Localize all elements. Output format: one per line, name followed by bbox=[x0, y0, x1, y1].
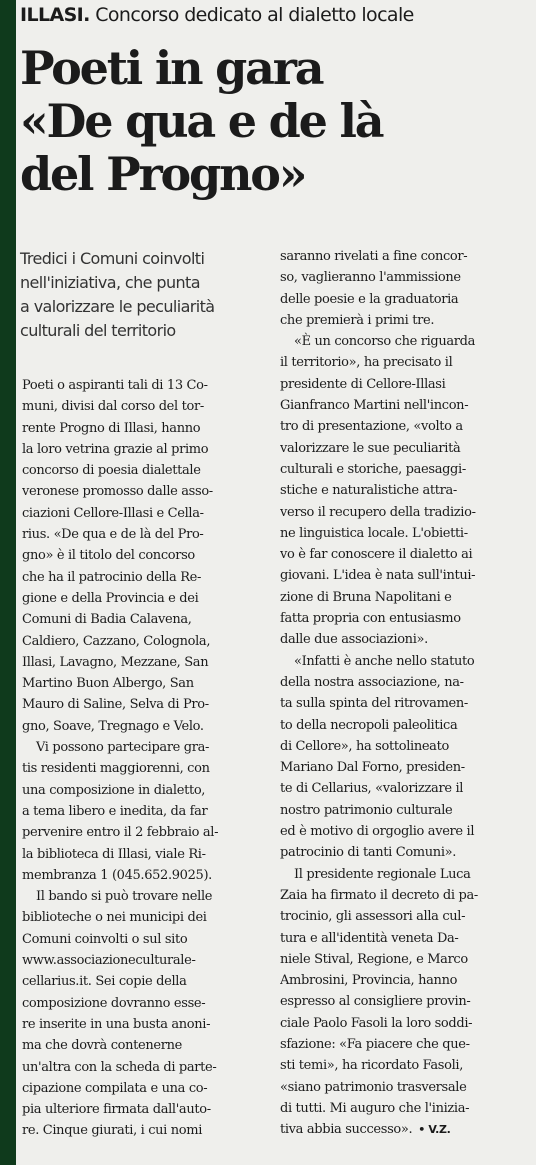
article-line bbox=[22, 588, 268, 609]
article-line bbox=[22, 503, 268, 524]
article-line-text: Gianfranco Martini nell'incon- bbox=[280, 398, 469, 414]
article-line-text: culturali e storiche, paesaggi- bbox=[280, 461, 466, 477]
article-line bbox=[280, 736, 530, 757]
article-line bbox=[22, 758, 268, 779]
article-line bbox=[280, 502, 530, 523]
article-line bbox=[280, 331, 530, 352]
article-line-text: giovani. L'idea è nata sull'intui- bbox=[280, 568, 476, 584]
article-line-text: Poeti o aspiranti tali di 13 Co- bbox=[22, 378, 208, 393]
article-line-text: «Infatti è anche nello statuto bbox=[294, 653, 475, 669]
article-line-text: cellarius.it. Sei copie della bbox=[22, 974, 187, 990]
article-line bbox=[22, 631, 268, 652]
article-line-text: Caldiero, Cazzano, Colognola, bbox=[22, 633, 211, 649]
article-line-text: ta sulla spinta del ritrovamen- bbox=[280, 696, 468, 712]
article-line bbox=[280, 757, 530, 778]
article-line bbox=[22, 822, 268, 843]
article-line bbox=[280, 310, 530, 331]
headline bbox=[20, 42, 532, 201]
article-line-text: «È un concorso che riguarda bbox=[294, 334, 476, 350]
article-line bbox=[280, 651, 530, 672]
article-line bbox=[280, 928, 530, 949]
article-line-text: gno, Soave, Tregnago e Velo. bbox=[22, 718, 204, 734]
article-line-text: presidente di Cellore-Illasi bbox=[280, 376, 446, 392]
article-line bbox=[22, 844, 268, 865]
article-line-text: Il bando si può trovare nelle bbox=[36, 889, 213, 905]
article-line bbox=[280, 864, 530, 885]
article-line bbox=[280, 1098, 530, 1119]
article-line bbox=[22, 971, 268, 992]
article-line-text: dalle due associazioni». bbox=[280, 632, 428, 648]
article-line-text: niele Stival, Regione, e Marco bbox=[280, 951, 468, 967]
article-line bbox=[22, 1035, 268, 1056]
article-line-text: Illasi, Lavagno, Mezzane, San bbox=[22, 654, 209, 670]
article-line-text: membranza 1 (045.652.9025). bbox=[22, 867, 212, 883]
article-line-text: Comuni coinvolti o sul sito bbox=[22, 931, 188, 947]
article-line bbox=[280, 352, 530, 373]
article-line-text: espresso al consigliere provin- bbox=[280, 994, 471, 1010]
article-line bbox=[280, 438, 530, 459]
article-line bbox=[22, 993, 268, 1014]
headline-line: del Progno» bbox=[20, 147, 306, 201]
summary-line: Tredici i Comuni coinvolti bbox=[20, 249, 205, 268]
article-line bbox=[280, 800, 530, 821]
article-line-text: a tema libero e inedita, da far bbox=[22, 803, 208, 819]
newspaper-clipping bbox=[16, 0, 536, 1165]
article-line bbox=[22, 418, 268, 439]
article-line bbox=[22, 907, 268, 928]
article-line bbox=[22, 801, 268, 822]
article-line bbox=[280, 289, 530, 310]
summary-line: a valorizzare le peculiarità bbox=[20, 297, 215, 316]
article-line bbox=[22, 460, 268, 481]
article-line-text: trocinio, gli assessori alla cul- bbox=[280, 909, 466, 925]
headline-line: Poeti in gara bbox=[20, 41, 323, 95]
article-line-text: ed è motivo di orgoglio avere il bbox=[280, 824, 475, 840]
headline-line: «De qua e de là bbox=[20, 94, 383, 148]
article-column-left bbox=[22, 375, 268, 1142]
article-column-right bbox=[280, 246, 530, 1140]
article-line bbox=[280, 715, 530, 736]
article-line-text: to della necropoli paleolitica bbox=[280, 717, 458, 733]
article-line-text: fatta propria con entusiasmo bbox=[280, 611, 461, 627]
article-line-text: vo è far conoscere il dialetto ai bbox=[280, 547, 473, 563]
article-line-text: sti temi», ha ricordato Fasoli, bbox=[280, 1058, 463, 1074]
article-line bbox=[280, 587, 530, 608]
article-line-text: valorizzare le sue peculiarità bbox=[280, 440, 461, 456]
article-line-text: re. Cinque giurati, i cui nomi bbox=[22, 1123, 203, 1139]
article-line-text: della nostra associazione, na- bbox=[280, 674, 464, 690]
article-line-text: biblioteche o nei municipi dei bbox=[22, 910, 207, 926]
article-line-text: la loro vetrina grazie al primo bbox=[22, 441, 209, 457]
article-line-text: so, vaglieranno l'ammissione bbox=[280, 270, 461, 286]
article-line-text: ciazioni Cellore-Illasi e Cella- bbox=[22, 505, 204, 521]
summary-line: culturali del territorio bbox=[20, 321, 176, 340]
article-line-text: Zaia ha firmato il decreto di pa- bbox=[280, 887, 478, 903]
article-line-text: cipazione compilata e una co- bbox=[22, 1080, 208, 1096]
article-line-text: veronese promosso dalle asso- bbox=[22, 484, 213, 500]
kicker-text: Concorso dedicato al dialetto locale bbox=[95, 4, 414, 26]
article-line-text: sfazione: «Fa piacere che que- bbox=[280, 1036, 470, 1052]
article-line-text: che premierà i primi tre. bbox=[280, 312, 435, 328]
article-line bbox=[22, 1120, 268, 1141]
article-line bbox=[22, 929, 268, 950]
article-line bbox=[280, 991, 530, 1012]
article-line bbox=[22, 439, 268, 460]
article-line-text: rente Progno di Illasi, hanno bbox=[22, 420, 201, 436]
article-line bbox=[22, 524, 268, 545]
article-line bbox=[280, 523, 530, 544]
article-line-text: ne linguistica locale. L'obietti- bbox=[280, 525, 468, 541]
article-line-text: di Cellore», ha sottolineato bbox=[280, 738, 449, 754]
article-line bbox=[280, 970, 530, 991]
kicker bbox=[20, 4, 530, 26]
article-line-text: Il presidente regionale Luca bbox=[294, 866, 471, 882]
article-line bbox=[22, 652, 268, 673]
article-line-text: che ha il patrocinio della Re- bbox=[22, 569, 202, 585]
article-line-text: tiva abbia successo». bbox=[280, 1122, 413, 1138]
article-line bbox=[22, 865, 268, 886]
article-line bbox=[280, 1034, 530, 1055]
article-line-text: gione e della Provincia e dei bbox=[22, 590, 199, 606]
article-line bbox=[280, 693, 530, 714]
article-line bbox=[22, 716, 268, 737]
article-line bbox=[280, 374, 530, 395]
article-line-text: tis residenti maggiorenni, con bbox=[22, 761, 210, 777]
article-line-text: re inserite in una busta anoni- bbox=[22, 1016, 211, 1032]
article-line-text: di tutti. Mi auguro che l'inizia- bbox=[280, 1100, 470, 1116]
article-line bbox=[22, 694, 268, 715]
article-line bbox=[280, 480, 530, 501]
article-line bbox=[280, 608, 530, 629]
article-line bbox=[22, 1099, 268, 1120]
article-line bbox=[22, 673, 268, 694]
article-line-text: un'altra con la scheda di parte- bbox=[22, 1059, 217, 1075]
article-line-text: il territorio», ha precisato il bbox=[280, 355, 453, 371]
article-line-text: tro di presentazione, «volto a bbox=[280, 419, 463, 435]
article-line bbox=[280, 672, 530, 693]
article-line bbox=[280, 949, 530, 970]
article-line-text: composizione dovranno esse- bbox=[22, 995, 206, 1011]
article-line bbox=[22, 375, 268, 396]
article-line-text: saranno rivelati a fine concor- bbox=[280, 249, 468, 264]
summary-line: nell'iniziativa, che punta bbox=[20, 273, 200, 292]
article-line-text: zione di Bruna Napolitani e bbox=[280, 589, 452, 605]
article-line-text: tura e all'identità veneta Da- bbox=[280, 930, 459, 946]
article-line bbox=[280, 1013, 530, 1034]
article-line bbox=[280, 565, 530, 586]
article-line bbox=[280, 416, 530, 437]
article-line-text: muni, divisi dal corso del tor- bbox=[22, 399, 204, 415]
article-line-text: delle poesie e la graduatoria bbox=[280, 291, 459, 307]
article-line-text: Vi possono partecipare gra- bbox=[36, 740, 210, 756]
article-line bbox=[22, 950, 268, 971]
article-line-text: la biblioteca di Illasi, viale Ri- bbox=[22, 846, 206, 862]
article-line-text: «siano patrimonio trasversale bbox=[280, 1079, 467, 1095]
article-line bbox=[280, 778, 530, 799]
kicker-place: ILLASI. bbox=[20, 4, 90, 26]
article-line-text: Mauro di Saline, Selva di Pro- bbox=[22, 697, 209, 713]
article-line-text: rius. «De qua e de là del Pro- bbox=[22, 527, 204, 543]
article-line-text: stiche e naturalistiche attra- bbox=[280, 483, 457, 499]
article-line bbox=[280, 629, 530, 650]
article-line-text: Ambrosini, Provincia, hanno bbox=[280, 973, 458, 989]
article-line-text: concorso di poesia dialettale bbox=[22, 463, 201, 479]
article-line bbox=[22, 609, 268, 630]
article-line bbox=[280, 821, 530, 842]
article-line bbox=[22, 1078, 268, 1099]
article-line bbox=[22, 737, 268, 758]
article-line bbox=[280, 906, 530, 927]
article-line bbox=[22, 567, 268, 588]
article-line bbox=[22, 1057, 268, 1078]
article-line bbox=[280, 885, 530, 906]
article-line-text: www.associazioneculturale- bbox=[22, 953, 196, 969]
article-line-text: Mariano Dal Forno, presiden- bbox=[280, 760, 465, 776]
article-line bbox=[280, 395, 530, 416]
article-line-text: nostro patrimonio culturale bbox=[280, 802, 453, 818]
article-line bbox=[280, 1055, 530, 1076]
article-line-text: gno» è il titolo del concorso bbox=[22, 548, 195, 564]
article-line-text: una composizione in dialetto, bbox=[22, 782, 206, 798]
article-line bbox=[22, 396, 268, 417]
article-line-text: ma che dovrà contenerne bbox=[22, 1038, 182, 1054]
article-line-text: ciale Paolo Fasoli la loro soddi- bbox=[280, 1015, 473, 1031]
article-line-text: Martino Buon Albergo, San bbox=[22, 676, 194, 692]
article-line bbox=[280, 267, 530, 288]
article-line bbox=[280, 246, 530, 267]
article-line bbox=[22, 886, 268, 907]
article-line bbox=[280, 1119, 530, 1140]
article-line bbox=[22, 780, 268, 801]
article-line bbox=[280, 544, 530, 565]
article-line bbox=[22, 481, 268, 502]
article-line-text: Comuni di Badia Calavena, bbox=[22, 612, 192, 628]
article-line bbox=[22, 1014, 268, 1035]
article-line bbox=[280, 1077, 530, 1098]
summary bbox=[20, 247, 272, 343]
article-line-text: pervenire entro il 2 febbraio al- bbox=[22, 825, 219, 841]
article-line-text: pia ulteriore firmata dall'auto- bbox=[22, 1102, 211, 1118]
article-line-text: verso il recupero della tradizio- bbox=[280, 504, 476, 520]
article-line bbox=[22, 545, 268, 566]
article-line bbox=[280, 459, 530, 480]
article-line-text: patrocinio di tanti Comuni». bbox=[280, 845, 457, 861]
article-line-text: te di Cellarius, «valorizzare il bbox=[280, 781, 464, 797]
author-signature: • V.Z. bbox=[418, 1123, 451, 1137]
article-line bbox=[280, 842, 530, 863]
